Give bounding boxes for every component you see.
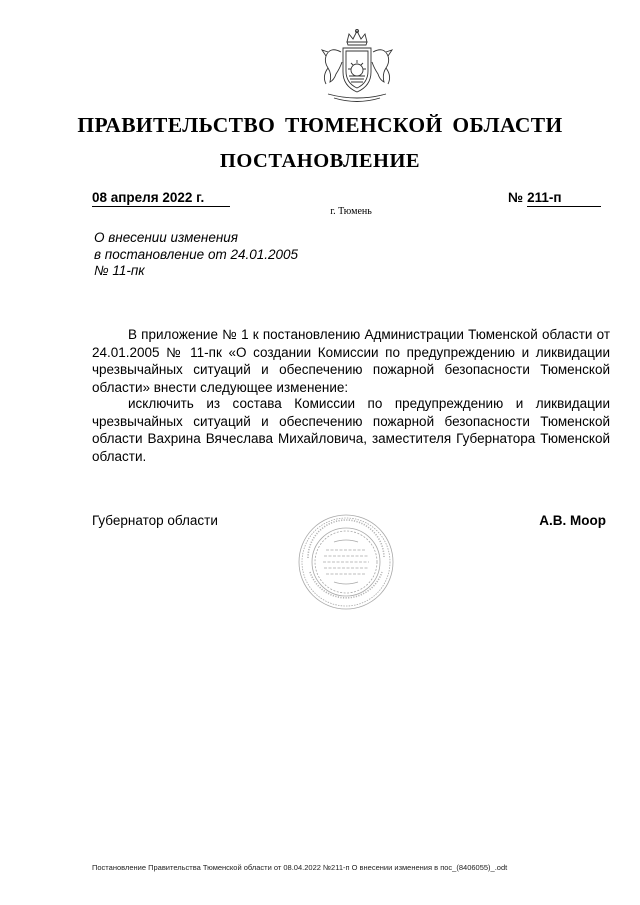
- official-seal-icon: [296, 512, 396, 612]
- document-type-title: ПОСТАНОВЛЕНИЕ: [219, 150, 421, 172]
- coat-of-arms-icon: [316, 28, 398, 106]
- body-paragraph: В приложение № 1 к постановлению Администрации Тюменской области от 24.01.2005 № 11-пк «О создании Комиссии по предупреждению и ликвидации чрезвычайных ситуаций и обеспечению пожарной безопасности Тюменской области» внести следующее изменение:: [92, 327, 610, 395]
- subject-line: О внесении изменения: [94, 230, 239, 245]
- number-sign: №: [508, 190, 524, 205]
- signer-title: Губернатор области: [92, 513, 218, 528]
- document-subject: [94, 230, 298, 280]
- document-number: 211-п: [527, 189, 601, 207]
- document-date: 08 апреля 2022 г.: [92, 189, 230, 207]
- document-city: г. Тюмень: [330, 206, 372, 217]
- government-title: ПРАВИТЕЛЬСТВО ТЮМЕНСКОЙ ОБЛАСТИ: [77, 113, 563, 137]
- subject-line: № 11-пк: [94, 263, 145, 278]
- signer-name: А.В. Моор: [539, 513, 606, 528]
- footer-file-info: Постановление Правительства Тюменской области от 08.04.2022 №211-п О внесении изменения в пос_(8406055)_.odt: [92, 863, 508, 872]
- body-paragraph: исключить из состава Комиссии по предупреждению и ликвидации чрезвычайных ситуаций и обеспечению пожарной безопасности Тюменской области Вахрина Вячеслава Михайловича, заместителя Губернатора Тюменской области.: [92, 396, 610, 464]
- subject-line: в постановление от 24.01.2005: [94, 246, 299, 262]
- document-number-field: [508, 189, 601, 207]
